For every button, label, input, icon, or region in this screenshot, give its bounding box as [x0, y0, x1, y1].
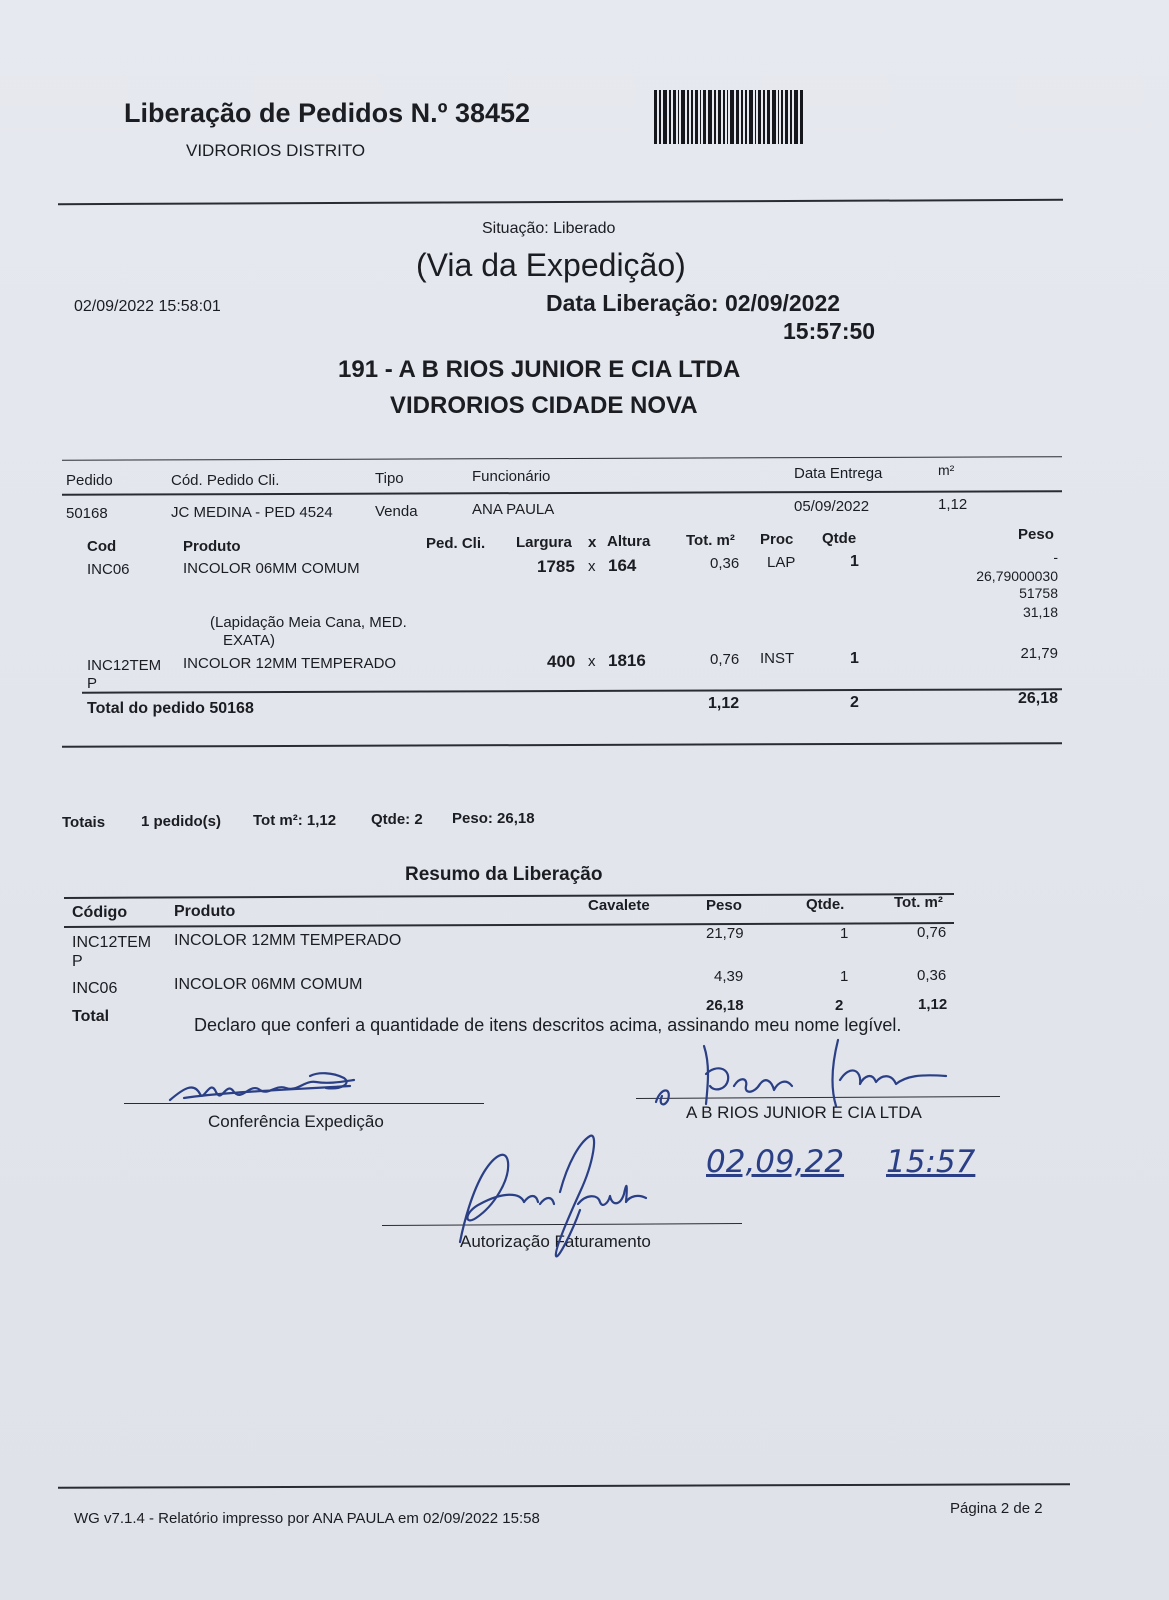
barcode-bar: [749, 90, 753, 144]
item-1-peso-dash: -: [1053, 549, 1058, 565]
barcode-bar: [723, 90, 725, 144]
totais-label: Totais: [62, 814, 106, 831]
item-1-produto: INCOLOR 06MM COMUM: [183, 560, 360, 577]
item-2-largura: 400: [547, 652, 576, 671]
autorizacao-signature: [450, 1132, 670, 1262]
resumo-header-codigo: Código: [72, 904, 128, 921]
client-signature-label: A B RIOS JUNIOR E CIA LTDA: [686, 1103, 922, 1122]
item-note-line1: (Lapidação Meia Cana, MED.: [210, 614, 407, 631]
client-name: 191 - A B RIOS JUNIOR E CIA LTDA: [338, 356, 741, 383]
col-header-pedido: Pedido: [66, 472, 113, 489]
totais-m2: Tot m²: 1,12: [253, 812, 337, 829]
resumo-row-2-qtde: 1: [840, 968, 849, 985]
item-1-peso-c: 31,18: [1022, 604, 1058, 620]
item-2-cod-cont: P: [87, 675, 98, 692]
footer-printed-by: WG v7.1.4 - Relatório impresso por ANA PAULA em 02/09/2022 15:58: [74, 1510, 540, 1527]
barcode-bar: [708, 90, 712, 144]
order-data-entrega: 05/09/2022: [794, 498, 870, 515]
handwritten-date: 02,09,22: [706, 1144, 845, 1180]
resumo-row-1-codigo-cont: P: [72, 953, 83, 970]
footer-rule: [58, 1483, 1070, 1489]
barcode-bar: [800, 90, 803, 144]
barcode-bar: [654, 90, 657, 144]
barcode-bar: [781, 90, 783, 144]
resumo-row-1-produto: INCOLOR 12MM TEMPERADO: [174, 932, 402, 949]
order-tipo: Venda: [375, 503, 418, 520]
resumo-header-cavalete: Cavalete: [588, 897, 650, 914]
item-1-tot-m2: 0,36: [710, 555, 740, 572]
via-expedicao: (Via da Expedição): [416, 247, 686, 283]
barcode-bar: [767, 90, 770, 144]
resumo-row-1-tot-m2: 0,76: [917, 924, 947, 941]
item-header-largura: Largura: [516, 534, 572, 551]
barcode-bar: [663, 90, 667, 144]
resumo-total-tot-m2: 1,12: [918, 996, 948, 1013]
barcode-bar: [730, 90, 734, 144]
barcode-bar: [727, 90, 728, 144]
barcode-bar: [681, 90, 685, 144]
barcode-bar: [758, 90, 761, 144]
data-liberacao: Data Liberação: 02/09/2022: [546, 290, 841, 316]
item-1-qtde: 1: [850, 553, 859, 570]
barcode: [654, 90, 832, 144]
item-1-largura: 1785: [537, 557, 575, 576]
company-name: VIDRORIOS DISTRITO: [186, 141, 366, 160]
item-note-line2: EXATA): [223, 632, 275, 649]
item-2-x: x: [588, 653, 596, 670]
header-divider: [58, 199, 1063, 205]
col-header-data-entrega: Data Entrega: [794, 465, 883, 482]
totais-pedidos: 1 pedido(s): [141, 813, 222, 830]
barcode-bar: [700, 90, 701, 144]
resumo-total-peso: 26,18: [706, 997, 744, 1014]
col-header-m2: m²: [938, 462, 955, 478]
item-header-ped-cli: Ped. Cli.: [426, 535, 486, 552]
resumo-header-tot-m2: Tot. m²: [894, 894, 943, 911]
client-signature: [650, 1034, 960, 1114]
item-header-qtde: Qtde: [822, 530, 857, 547]
resumo-row-1-codigo: INC12TEM: [72, 934, 152, 951]
order-table-top-rule: [62, 456, 1062, 460]
footer-page-number: Página 2 de 2: [950, 1500, 1043, 1517]
item-header-tot-m2: Tot. m²: [686, 532, 735, 549]
barcode-bar: [703, 90, 706, 144]
resumo-title: Resumo da Liberação: [405, 864, 603, 885]
barcode-bar: [745, 90, 747, 144]
item-1-peso-b: 51758: [1019, 585, 1058, 601]
item-2-proc: INST: [760, 650, 795, 667]
resumo-row-2-tot-m2: 0,36: [917, 967, 947, 984]
item-header-proc: Proc: [760, 531, 794, 548]
item-2-altura: 1816: [608, 651, 646, 670]
barcode-bar: [763, 90, 765, 144]
resumo-row-1-qtde: 1: [840, 925, 849, 942]
data-liberacao-time: 15:57:50: [783, 318, 876, 344]
resumo-row-1-peso: 21,79: [706, 925, 744, 942]
barcode-bar: [741, 90, 743, 144]
item-2-tot-m2: 0,76: [710, 651, 740, 668]
item-1-x: x: [588, 558, 596, 575]
order-total-m2: 1,12: [708, 695, 740, 712]
items-total-rule: [82, 688, 1062, 693]
conferencia-signature: [164, 1068, 364, 1108]
item-1-peso-a: 26,79000030: [976, 568, 1058, 584]
barcode-bar: [673, 90, 676, 144]
order-m2: 1,12: [938, 496, 968, 513]
resumo-total-qtde: 2: [835, 997, 844, 1014]
order-table-bottom-rule: [62, 742, 1062, 747]
barcode-bar: [714, 90, 716, 144]
barcode-bar: [687, 90, 689, 144]
item-header-peso: Peso: [1018, 526, 1054, 543]
order-total-label: Total do pedido 50168: [87, 700, 254, 717]
barcode-bar: [736, 90, 739, 144]
order-total-peso: 26,18: [1017, 690, 1058, 707]
autorizacao-label: Autorização Faturamento: [460, 1232, 651, 1251]
barcode-bar: [678, 90, 679, 144]
item-1-altura: 164: [608, 556, 637, 575]
order-total-qtde: 2: [850, 694, 859, 711]
resumo-header-produto: Produto: [174, 903, 236, 920]
barcode-bar: [772, 90, 776, 144]
order-cod-pedido-cli: JC MEDINA - PED 4524: [171, 504, 333, 521]
barcode-bar: [695, 90, 698, 144]
declaration-text: Declaro que conferi a quantidade de itens descritos acima, assinando meu nome legível.: [194, 1015, 902, 1035]
status-situacao: Situação: Liberado: [482, 220, 616, 237]
barcode-bar: [778, 90, 779, 144]
barcode-bar: [659, 90, 661, 144]
item-header-altura: Altura: [607, 533, 651, 550]
barcode-bar: [718, 90, 721, 144]
barcode-bar: [755, 90, 756, 144]
resumo-header-qtde: Qtde.: [806, 896, 845, 913]
order-pedido: 50168: [66, 505, 108, 522]
col-header-funcionario: Funcionário: [472, 468, 551, 485]
client-branch: VIDRORIOS CIDADE NOVA: [390, 392, 698, 419]
barcode-bar: [669, 90, 671, 144]
handwritten-time: 15:57: [886, 1144, 976, 1180]
barcode-bar: [790, 90, 792, 144]
document-title: Liberação de Pedidos N.º 38452: [124, 98, 531, 128]
resumo-row-2-peso: 4,39: [714, 968, 744, 985]
col-header-cod-pedido-cli: Cód. Pedido Cli.: [171, 472, 280, 489]
order-funcionario: ANA PAULA: [472, 501, 555, 518]
totais-qtde: Qtde: 2: [371, 811, 423, 828]
item-2-produto: INCOLOR 12MM TEMPERADO: [183, 655, 397, 672]
resumo-row-2-codigo: INC06: [72, 980, 118, 997]
item-header-cod: Cod: [87, 538, 117, 555]
resumo-header-peso: Peso: [706, 897, 742, 914]
item-1-cod: INC06: [87, 561, 130, 578]
col-header-tipo: Tipo: [375, 470, 404, 487]
totais-peso: Peso: 26,18: [452, 810, 535, 827]
barcode-bar: [785, 90, 788, 144]
item-2-qtde: 1: [850, 650, 859, 667]
item-2-cod: INC12TEM: [87, 657, 162, 674]
resumo-row-2-produto: INCOLOR 06MM COMUM: [174, 976, 363, 993]
resumo-total-label: Total: [72, 1008, 110, 1025]
barcode-bar: [691, 90, 693, 144]
order-table-header-rule: [62, 490, 1062, 495]
item-header-produto: Produto: [183, 538, 241, 555]
item-2-peso: 21,79: [1020, 645, 1058, 662]
conferencia-label: Conferência Expedição: [208, 1112, 384, 1131]
barcode-bar: [794, 90, 798, 144]
item-1-proc: LAP: [767, 554, 796, 571]
resumo-header-rule: [64, 922, 954, 928]
item-header-x: x: [588, 534, 597, 551]
printed-timestamp: 02/09/2022 15:58:01: [74, 298, 221, 315]
